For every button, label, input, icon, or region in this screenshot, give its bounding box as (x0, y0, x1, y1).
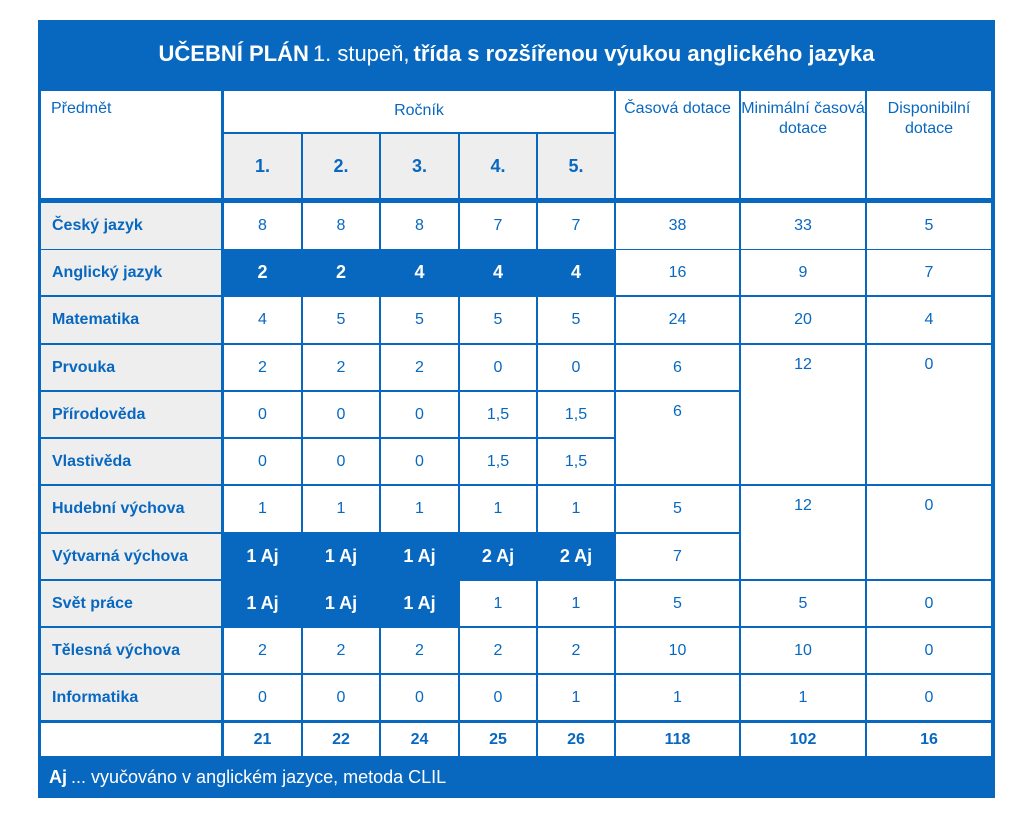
total-grade-value: 25 (460, 723, 536, 756)
casova-value: 10 (616, 628, 739, 673)
grade-value: 2 (460, 628, 536, 673)
total-grade-value: 21 (224, 723, 301, 756)
grade-value: 7 (538, 203, 614, 249)
grade-value: 2 (381, 628, 458, 673)
casova-value: 7 (616, 534, 739, 579)
grade-value: 1 (538, 581, 614, 626)
subject-label: Český jazyk (41, 203, 221, 249)
title-part-2: 1. stupeň, (312, 41, 410, 66)
grade-value: 4 (224, 297, 301, 343)
grade-value: 2 (381, 345, 458, 390)
header-subject: Předmět (41, 91, 221, 198)
totals-label (41, 723, 221, 756)
grade-value: 2 Aj (538, 534, 614, 579)
minimalni-value: 5 (741, 581, 865, 626)
grade-value: 5 (303, 297, 379, 343)
header-grade-2: 2. (303, 134, 379, 198)
grade-value: 0 (381, 439, 458, 484)
header-grade-3: 3. (381, 134, 458, 198)
grade-value: 0 (460, 675, 536, 720)
grade-value: 1,5 (460, 392, 536, 437)
title-part-1: UČEBNÍ PLÁN (158, 41, 309, 66)
grade-value: 2 (303, 628, 379, 673)
grade-value: 0 (381, 392, 458, 437)
grade-value: 2 (303, 250, 379, 295)
grade-value: 2 (538, 628, 614, 673)
grade-value: 5 (381, 297, 458, 343)
grade-value: 2 (303, 345, 379, 390)
disponibilni-value: 0 (867, 675, 991, 720)
casova-value: 1 (616, 675, 739, 720)
total-disponibilni: 16 (867, 723, 991, 756)
grade-value: 1 (381, 486, 458, 532)
casova-value: 5 (616, 581, 739, 626)
casova-value: 6 (616, 392, 739, 484)
grade-value: 0 (303, 675, 379, 720)
grade-value: 1 Aj (381, 581, 458, 626)
subject-label: Svět práce (41, 581, 221, 626)
disponibilni-value: 5 (867, 203, 991, 249)
minimalni-value: 33 (741, 203, 865, 249)
subject-label: Přírodověda (41, 392, 221, 437)
grade-value: 1 (460, 581, 536, 626)
minimalni-value: 9 (741, 250, 865, 295)
grade-value: 0 (460, 345, 536, 390)
grade-value: 4 (381, 250, 458, 295)
grade-value: 4 (538, 250, 614, 295)
subject-label: Prvouka (41, 345, 221, 390)
subject-label: Hudební výchova (41, 486, 221, 532)
subject-label: Vlastivěda (41, 439, 221, 484)
grade-value: 1 (538, 675, 614, 720)
grade-value: 1 Aj (224, 534, 301, 579)
grade-value: 8 (381, 203, 458, 249)
grade-value: 8 (224, 203, 301, 249)
minimalni-value: 12 (741, 345, 865, 484)
grade-value: 0 (303, 439, 379, 484)
grade-value: 1,5 (538, 392, 614, 437)
grade-value: 0 (224, 439, 301, 484)
header-grade-4: 4. (460, 134, 536, 198)
header-disponibilni-dotace: Disponibilní dotace (867, 91, 991, 198)
grade-value: 1 (224, 486, 301, 532)
total-grade-value: 26 (538, 723, 614, 756)
minimalni-value: 20 (741, 297, 865, 343)
casova-value: 38 (616, 203, 739, 249)
total-grade-value: 22 (303, 723, 379, 756)
grade-value: 1,5 (460, 439, 536, 484)
grade-value: 4 (460, 250, 536, 295)
subject-label: Anglický jazyk (41, 250, 221, 295)
grade-value: 0 (381, 675, 458, 720)
grade-value: 1 Aj (303, 534, 379, 579)
table-title (38, 20, 995, 88)
legend-text: ... vyučováno v anglickém jazyce, metoda CLIL (71, 766, 447, 787)
grade-value: 5 (538, 297, 614, 343)
disponibilni-value: 7 (867, 250, 991, 295)
legend-abbr: Aj (49, 766, 67, 787)
header-grade-1: 1. (224, 134, 301, 198)
grade-value: 2 (224, 250, 301, 295)
total-casova: 118 (616, 723, 739, 756)
header-grade-5: 5. (538, 134, 614, 198)
minimalni-value: 10 (741, 628, 865, 673)
grade-value: 7 (460, 203, 536, 249)
subject-label: Výtvarná výchova (41, 534, 221, 579)
disponibilni-value: 0 (867, 581, 991, 626)
header-casova-dotace: Časová dotace (616, 91, 739, 198)
grade-value: 1 Aj (224, 581, 301, 626)
curriculum-table (38, 20, 995, 798)
title-part-3: třída s rozšířenou výukou anglického jazyka (413, 41, 875, 66)
total-minimalni: 102 (741, 723, 865, 756)
grade-value: 8 (303, 203, 379, 249)
disponibilni-value: 4 (867, 297, 991, 343)
grade-value: 5 (460, 297, 536, 343)
grade-value: 1 Aj (303, 581, 379, 626)
disponibilni-value: 0 (867, 486, 991, 579)
minimalni-value: 1 (741, 675, 865, 720)
grade-value: 1,5 (538, 439, 614, 484)
header-minimalni-dotace: Minimální časová dotace (741, 91, 865, 198)
total-grade-value: 24 (381, 723, 458, 756)
legend (38, 756, 995, 798)
grade-value: 0 (224, 675, 301, 720)
subject-label: Matematika (41, 297, 221, 343)
disponibilni-value: 0 (867, 628, 991, 673)
minimalni-value: 12 (741, 486, 865, 579)
grade-value: 1 (538, 486, 614, 532)
grade-value: 2 Aj (460, 534, 536, 579)
casova-value: 5 (616, 486, 739, 532)
grade-value: 2 (224, 345, 301, 390)
casova-value: 16 (616, 250, 739, 295)
disponibilni-value: 0 (867, 345, 991, 484)
subject-label: Informatika (41, 675, 221, 720)
grade-value: 0 (224, 392, 301, 437)
grade-value: 0 (303, 392, 379, 437)
grade-value: 0 (538, 345, 614, 390)
casova-value: 24 (616, 297, 739, 343)
grade-value: 1 (303, 486, 379, 532)
grade-value: 1 Aj (381, 534, 458, 579)
subject-label: Tělesná výchova (41, 628, 221, 673)
grade-value: 2 (224, 628, 301, 673)
header-grade: Ročník (224, 91, 614, 132)
grade-value: 1 (460, 486, 536, 532)
casova-value: 6 (616, 345, 739, 390)
